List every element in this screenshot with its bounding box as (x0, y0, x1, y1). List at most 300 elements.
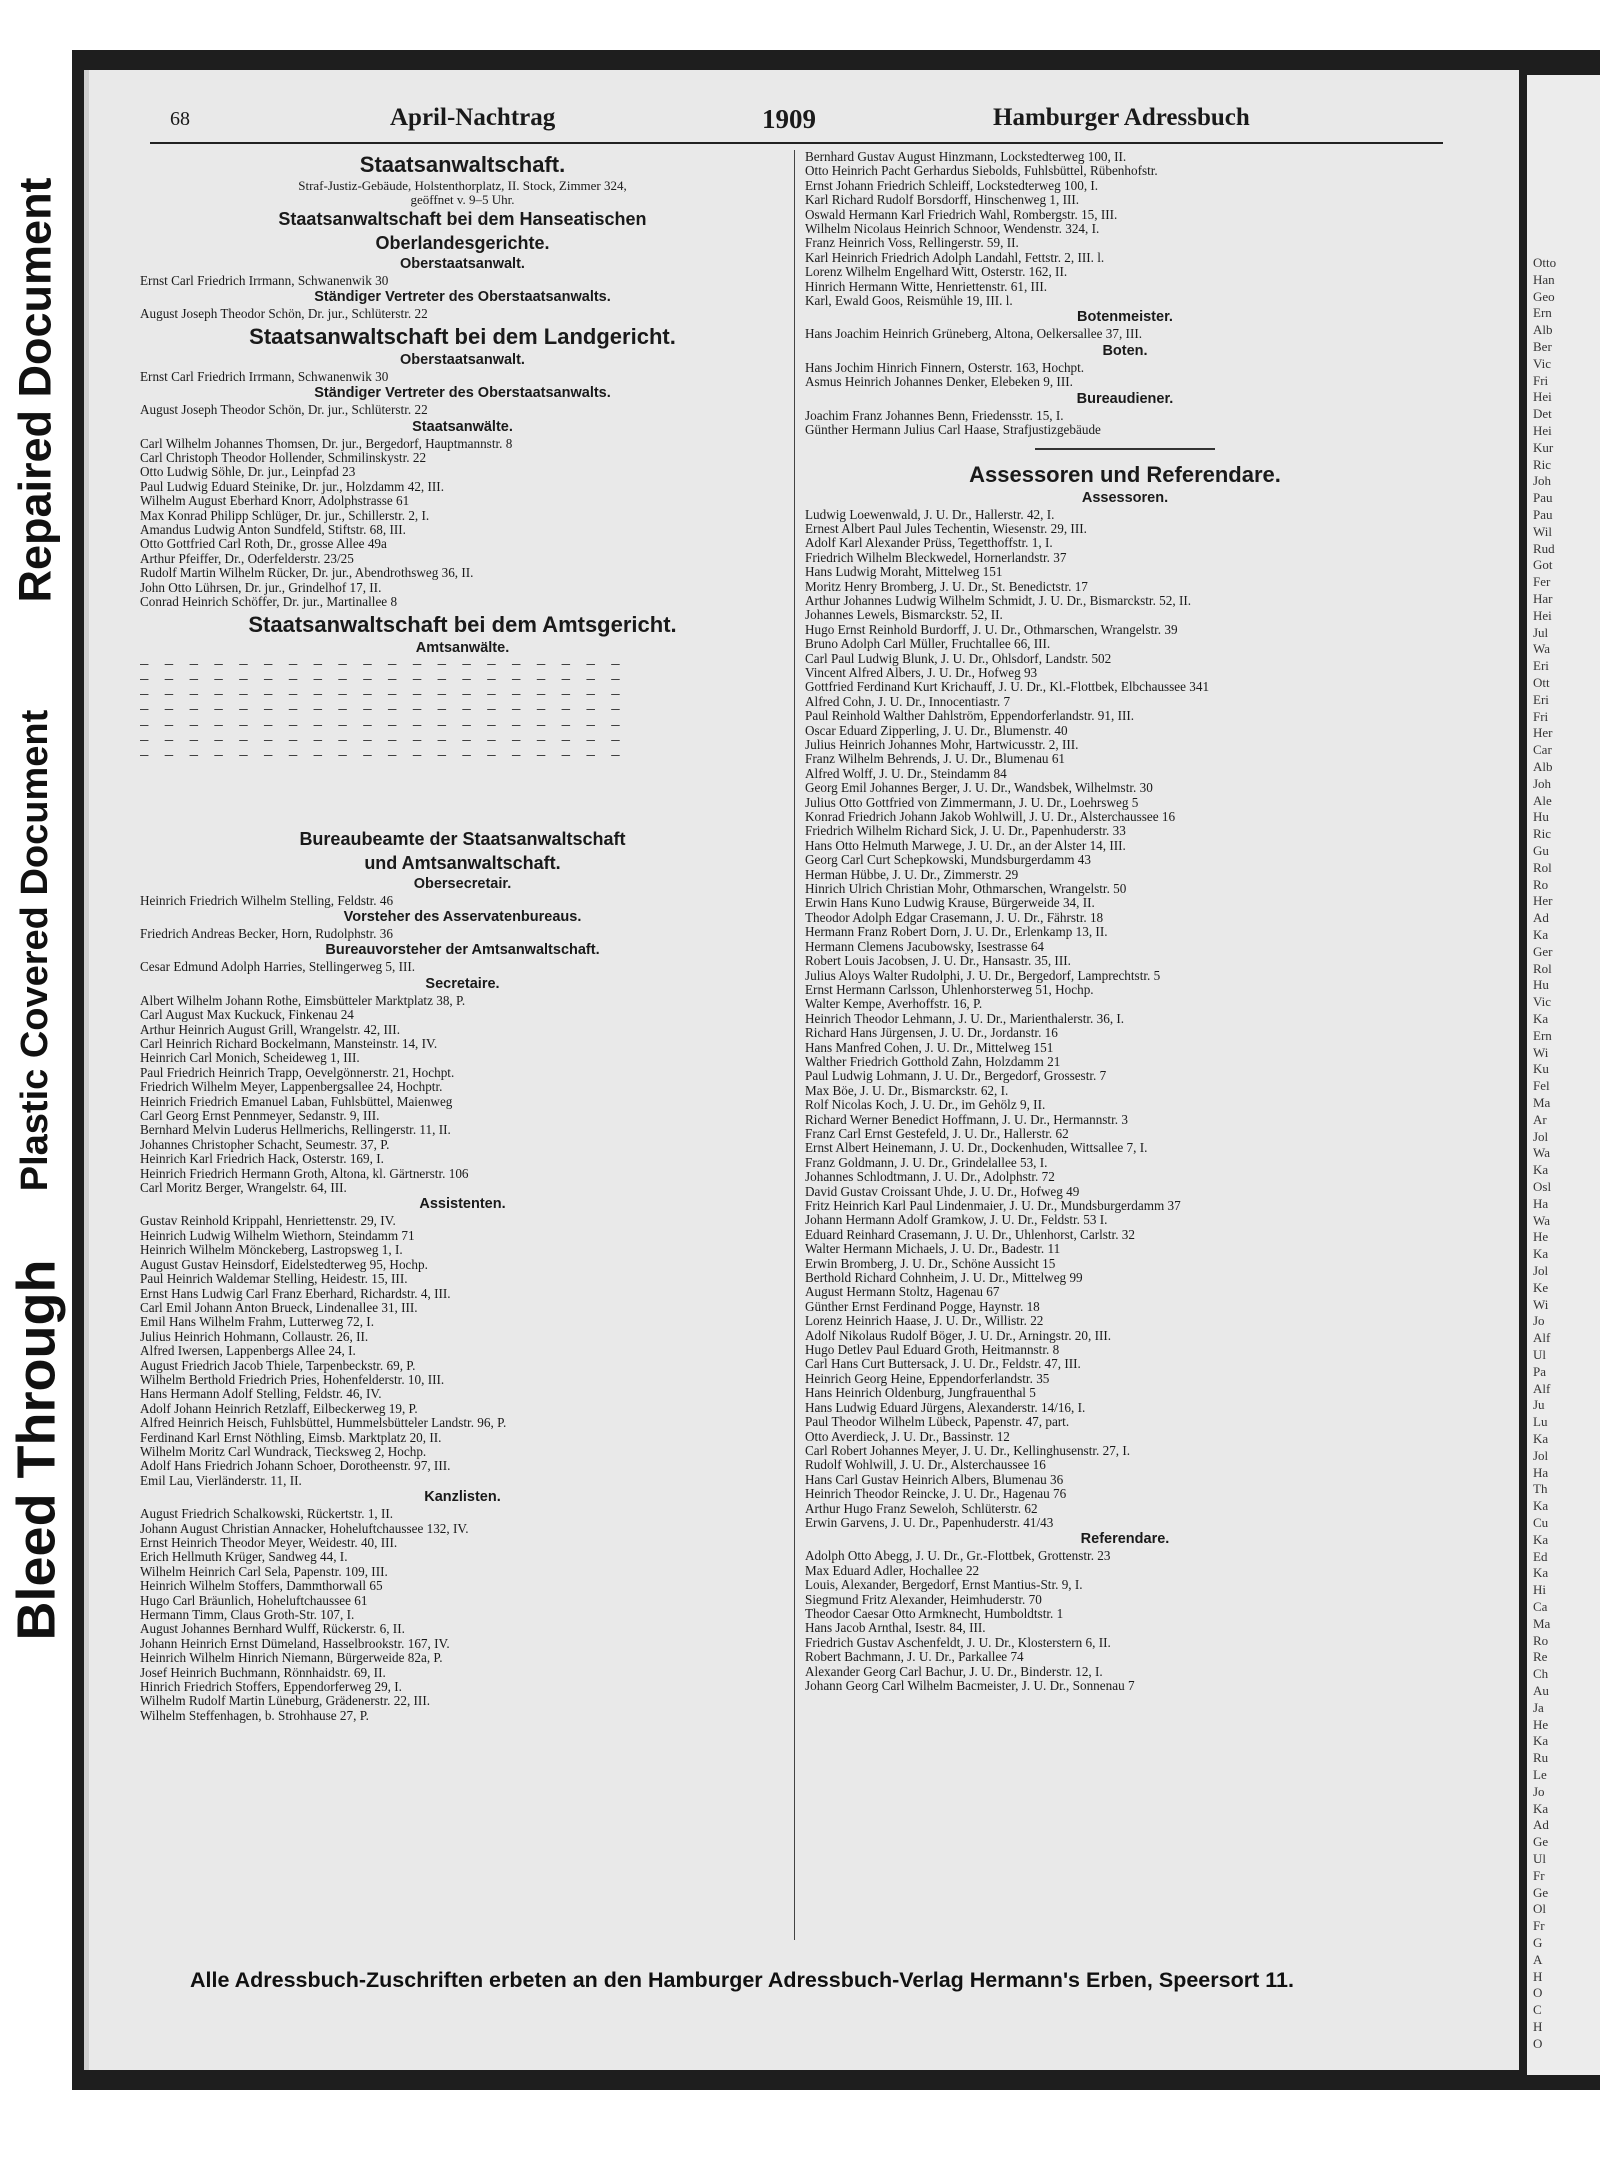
entry-line: Walter Hermann Michaels, J. U. Dr., Badestr. 11 (805, 1242, 1061, 1257)
entry-line: Hans Otto Helmuth Marwege, J. U. Dr., an der Alster 14, III. (805, 838, 1126, 853)
entry-line: Ferdinand Karl Ernst Nöthling, Eimsb. Marktplatz 20, II. (140, 1430, 442, 1445)
next-page-text-fragment: He (1533, 1716, 1549, 1732)
entry-line: Heinrich Wilhelm Stoffers, Dammthorwall 65 (140, 1579, 383, 1594)
entry-line: Louis, Alexander, Bergedorf, Ernst Mantius-Str. 9, I. (805, 1578, 1083, 1593)
section-rule (1035, 448, 1215, 450)
next-page-text-fragment: Wa (1533, 1212, 1550, 1228)
next-page-text-fragment: Car (1533, 742, 1552, 758)
entry-line: Hinrich Hermann Witte, Henriettenstr. 61, III. (805, 279, 1048, 294)
entry-line: Adolf Johann Heinrich Retzlaff, Eilbeckerweg 19, P. (140, 1401, 418, 1416)
annotation-sidebar (0, 0, 72, 2177)
next-page-text-fragment: Ge (1533, 1834, 1549, 1850)
label-repaired-document: Repaired Document (10, 177, 61, 603)
next-page-text-fragment: Hei (1533, 389, 1552, 405)
entry-line: August Joseph Theodor Schön, Dr. jur., Schlüterstr. 22 (140, 403, 428, 418)
next-page-text-fragment: Ro (1533, 876, 1549, 892)
subsection-heading: Referendare. (1080, 1531, 1170, 1548)
right-column (805, 150, 1445, 1693)
section-heading: Staatsanwaltschaft. (359, 152, 566, 177)
entry-line: Hans Joachim Heinrich Grüneberg, Altona, Oelkersallee 37, III. (805, 327, 1143, 342)
entry-line: Ernst Johann Friedrich Schleiff, Lockstedterweg 100, I. (805, 178, 1099, 193)
section-heading: Staatsanwaltschaft bei dem Landgericht. (249, 323, 676, 349)
next-page-text-fragment: Fri (1533, 708, 1549, 724)
next-page-text-fragment: Vic (1533, 355, 1551, 371)
entry-line: Heinrich Karl Friedrich Hack, Osterstr. 169, I. (140, 1152, 384, 1167)
entry-line: Gottfried Ferdinand Kurt Krichauff, J. U. Dr., Kl.-Flottbek, Elbchaussee 341 (805, 680, 1210, 695)
section-note: geöffnet v. 9–5 Uhr. (410, 192, 515, 207)
blank-entry-line: — — — — — — — — — — — — — — — — — — — — (140, 688, 624, 704)
entry-line: Konrad Friedrich Johann Jakob Wohlwill, J. U. Dr., Alsterchaussee 16 (805, 810, 1176, 825)
next-page-text-fragment: Pau (1533, 507, 1553, 522)
entry-line: Otto Ludwig Söhle, Dr. jur., Leinpfad 23 (140, 465, 356, 480)
next-page-text-fragment: Ka (1533, 1531, 1549, 1547)
section-note: Straf-Justiz-Gebäude, Holstenthorplatz, II. Stock, Zimmer 324, (298, 178, 627, 193)
next-page-text-fragment: Ad (1533, 910, 1549, 926)
entry-line: Hans Jochim Hinrich Finnern, Osterstr. 163, Hochpt. (805, 360, 1085, 375)
entry-line: Emil Lau, Vierländerstr. 11, II. (140, 1473, 302, 1488)
next-page-text-fragment: Ale (1533, 792, 1552, 808)
subsection-heading: Secretaire. (425, 975, 500, 992)
next-page-text-fragment: Rud (1533, 540, 1555, 556)
entry-line: August Hermann Stoltz, Hagenau 67 (805, 1285, 1000, 1300)
next-page-text-fragment: Ma (1533, 1095, 1551, 1110)
entry-line: Siegmund Fritz Alexander, Heimhuderstr. 70 (805, 1592, 1042, 1607)
next-page-text-fragment: Her (1533, 893, 1553, 909)
entry-line: Johannes Schlodtmann, J. U. Dr., Adolphstr. 72 (805, 1170, 1055, 1185)
left-column (140, 150, 785, 1723)
next-page-text-fragment: Hei (1533, 423, 1552, 438)
subsection-heading: Assistenten. (419, 1196, 506, 1213)
next-page-text-fragment: Hei (1533, 607, 1552, 623)
entry-line: Erich Hellmuth Krüger, Sandweg 44, I. (140, 1550, 348, 1565)
next-page-text-fragment: Rol (1533, 859, 1552, 875)
entry-line: Ernst Carl Friedrich Irrmann, Schwanenwik 30 (140, 274, 389, 288)
next-page-text-fragment: Ja (1533, 1699, 1544, 1715)
entry-line: Bernhard Gustav August Hinzmann, Lockstedterweg 100, II. (805, 150, 1127, 164)
next-page-text-fragment: Ge (1533, 1884, 1549, 1900)
next-page-text-fragment: Ad (1533, 1817, 1549, 1833)
next-page-text-fragment: Vic (1533, 994, 1551, 1010)
next-page-text-fragment: Ott (1533, 675, 1550, 690)
next-page-text-fragment: Ber (1533, 339, 1552, 354)
header-year: 1909 (762, 104, 816, 134)
subsection-heading: Boten. (1102, 342, 1148, 359)
entry-line: Adolf Nikolaus Rudolf Böger, J. U. Dr., Arningstr. 20, III. (805, 1328, 1112, 1343)
blank-entry-line: — — — — — — — — — — — — — — — — — — — — (140, 672, 624, 688)
entry-line: Max Eduard Adler, Hochallee 22 (805, 1563, 980, 1578)
entry-line: Carl Wilhelm Johannes Thomsen, Dr. jur., Bergedorf, Hauptmannstr. 8 (140, 436, 513, 451)
subsection-heading: Oberstaatsanwalt. (400, 351, 525, 368)
entry-line: Ludwig Loewenwald, J. U. Dr., Hallerstr. 42, I. (805, 507, 1055, 522)
entry-line: Otto Gottfried Carl Roth, Dr., grosse Allee 49a (140, 537, 387, 552)
next-page-text-fragment: Pau (1533, 490, 1553, 506)
entry-line: Georg Carl Curt Schepkowski, Mundsburgerdamm 43 (805, 853, 1091, 868)
entry-line: Paul Reinhold Walther Dahlström, Eppendorferlandstr. 91, III. (805, 709, 1135, 724)
entry-line: Eduard Reinhard Crasemann, J. U. Dr., Uhlenhorst, Carlstr. 32 (805, 1227, 1135, 1242)
entry-line: Carl Moritz Berger, Wrangelstr. 64, III. (140, 1181, 347, 1196)
next-page-text-fragment: Fel (1533, 1078, 1550, 1094)
entry-line: Johann Hermann Adolf Gramkow, J. U. Dr., Feldstr. 53 I. (805, 1213, 1108, 1228)
entry-line: Hinrich Friedrich Stoffers, Eppendorferweg 29, I. (140, 1680, 402, 1695)
next-page-text-fragment: Cu (1533, 1515, 1549, 1530)
next-page-text-fragment: Jol (1533, 1263, 1549, 1278)
subsection-heading: Staatsanwälte. (412, 418, 513, 435)
subsection-heading: Ständiger Vertreter des Oberstaatsanwalts. (314, 385, 611, 402)
entry-line: Heinrich Friedrich Hermann Groth, Altona, kl. Gärtnerstr. 106 (140, 1166, 469, 1181)
entry-line: Carl Heinrich Richard Bockelmann, Mansteinstr. 14, IV. (140, 1037, 438, 1052)
entry-line: Friedrich Wilhelm Meyer, Lappenbergsallee 24, Hochptr. (140, 1080, 443, 1095)
next-page-text-fragment: Lu (1533, 1414, 1548, 1430)
next-page-text-fragment: O (1533, 2035, 1543, 2051)
next-page-text-fragment: Hu (1533, 977, 1549, 993)
next-page-text-fragment: Geo (1533, 288, 1555, 304)
subsection-heading: Assessoren. (1081, 489, 1169, 506)
next-page-text-fragment: Ca (1533, 1599, 1548, 1614)
entry-line: Johannes Lewels, Bismarckstr. 52, II. (805, 608, 1003, 623)
next-page-text-fragment: Osl (1533, 1179, 1552, 1194)
next-page-text-fragment: H (1533, 2019, 1543, 2034)
label-bleed-through: Bleed Through (6, 1259, 67, 1641)
next-page-text-fragment: H (1533, 1968, 1543, 1984)
next-page-text-fragment: Jol (1533, 1447, 1549, 1463)
entry-line: Heinrich Theodor Lehmann, J. U. Dr., Marienthalerstr. 36, I. (805, 1011, 1125, 1026)
entry-line: Johannes Christopher Schacht, Seumestr. 37, P. (140, 1137, 390, 1152)
entry-line: Friedrich Andreas Becker, Horn, Rudolphstr. 36 (140, 926, 393, 941)
entry-line: Ernst Hermann Carlsson, Uhlenhorsterweg 51, Hochp. (805, 982, 1094, 997)
entry-line: Hans Ludwig Moraht, Mittelweg 151 (805, 565, 1003, 580)
next-page-text-fragment: Ern (1533, 1027, 1552, 1043)
section-heading: Assessoren und Referendare. (969, 461, 1281, 487)
next-page-text-fragment: Wa (1533, 1145, 1550, 1161)
entry-line: Franz Carl Ernst Gestefeld, J. U. Dr., Hallerstr. 62 (805, 1126, 1069, 1141)
entry-line: Franz Goldmann, J. U. Dr., Grindelallee 53, I. (805, 1155, 1048, 1170)
section-heading: Staatsanwaltschaft bei dem Hanseatischen (278, 209, 647, 229)
entry-line: Walter Kempe, Averhoffstr. 16, P. (805, 997, 983, 1012)
subsection-heading: Amtsanwälte. (415, 639, 510, 656)
footer-notice: Alle Adressbuch-Zuschriften erbeten an den Hamburger Adressbuch-Verlag Hermann's Erben, Speersort 11. (190, 1968, 1294, 1992)
entry-line: Robert Bachmann, J. U. Dr., Parkallee 74 (805, 1650, 1024, 1665)
entry-line: Hans Heinrich Oldenburg, Jungfrauenthal 5 (805, 1386, 1036, 1401)
entry-line: Adolf Hans Friedrich Johann Schoer, Dorotheenstr. 97, III. (140, 1459, 451, 1474)
entry-line: Vincent Alfred Albers, J. U. Dr., Hofweg 93 (805, 665, 1038, 680)
entry-line: Paul Heinrich Waldemar Stelling, Heidestr. 15, III. (140, 1272, 408, 1287)
entry-line: Ernst Hans Ludwig Carl Franz Eberhard, Richardstr. 4, III. (140, 1286, 451, 1301)
next-page-text-fragment: Jul (1533, 624, 1549, 640)
next-page-text-fragment: Alb (1533, 759, 1553, 774)
blank-entry-line: — — — — — — — — — — — — — — — — — — — — (140, 657, 624, 673)
entry-line: David Gustav Croissant Uhde, J. U. Dr., Hofweg 49 (805, 1184, 1080, 1199)
next-page-text-fragment: Ka (1533, 1800, 1549, 1816)
next-page-text-fragment: Jo (1533, 1313, 1545, 1329)
next-page-text-fragment: Hi (1533, 1582, 1546, 1598)
next-page-text-fragment: Fri (1533, 372, 1549, 388)
section-heading: und Amtsanwaltschaft. (364, 852, 561, 873)
next-page-text-fragment: Ric (1533, 826, 1552, 842)
entry-line: Wilhelm Steffenhagen, b. Strohhause 27, P. (140, 1708, 369, 1723)
column-divider (794, 150, 795, 1940)
entry-line: Bernhard Melvin Luderus Hellmerichs, Rellingerstr. 11, II. (140, 1123, 451, 1138)
entry-line: Carl August Max Kuckuck, Finkenau 24 (140, 1008, 354, 1023)
entry-line: Wilhelm August Eberhard Knorr, Adolphstrasse 61 (140, 494, 410, 509)
next-page-text-fragment: Jol (1533, 1128, 1549, 1144)
entry-line: Hugo Ernst Reinhold Burdorff, J. U. Dr., Othmarschen, Wrangelstr. 39 (805, 622, 1178, 637)
entry-line: Carl Robert Johannes Meyer, J. U. Dr., Kellinghusenstr. 27, I. (805, 1443, 1131, 1458)
entry-line: Wilhelm Rudolf Martin Lüneburg, Grädenerstr. 22, III. (140, 1694, 431, 1709)
entry-line: Wilhelm Nicolaus Heinrich Schnoor, Wendenstr. 324, I. (805, 222, 1100, 237)
entry-line: Julius Aloys Walter Rudolphi, J. U. Dr., Bergedorf, Lamprechtstr. 5 (805, 968, 1161, 983)
entry-line: Heinrich Georg Heine, Eppendorferlandstr. 35 (805, 1371, 1050, 1386)
next-page-text-fragment: Au (1533, 1683, 1549, 1698)
entry-line: Wilhelm Moritz Carl Wundrack, Tiecksweg 2, Hochp. (140, 1444, 427, 1459)
next-page-text-fragment: Ed (1533, 1548, 1548, 1564)
entry-line: Hermann Clemens Jacubowsky, Isestrasse 64 (805, 939, 1045, 954)
subsection-heading: Ständiger Vertreter des Oberstaatsanwalts. (314, 289, 611, 306)
entry-line: Arthur Heinrich August Grill, Wrangelstr. 42, III. (140, 1022, 400, 1037)
entry-line: Paul Ludwig Eduard Steinike, Dr. jur., Holzdamm 42, III. (140, 479, 444, 494)
entry-line: Alfred Cohn, J. U. Dr., Innocentiastr. 7 (805, 694, 1011, 709)
entry-line: Ernst Carl Friedrich Irrmann, Schwanenwik 30 (140, 369, 389, 384)
entry-line: Rudolf Wohlwill, J. U. Dr., Alsterchaussee 16 (805, 1458, 1046, 1473)
entry-line: Alfred Iwersen, Lappenbergs Allee 24, I. (140, 1344, 356, 1359)
entry-line: Max Konrad Philipp Schlüger, Dr. jur., Schillerstr. 2, I. (140, 508, 430, 523)
entry-line: Paul Friedrich Heinrich Trapp, Oevelgönnerstr. 21, Hochpt. (140, 1065, 455, 1080)
entry-line: Karl Heinrich Friedrich Adolph Landahl, Fettstr. 2, III. l. (805, 250, 1105, 265)
entry-line: Fritz Heinrich Karl Paul Lindenmaier, J. U. Dr., Mundsburgerdamm 37 (805, 1199, 1181, 1213)
next-page-text-fragment: Otto (1533, 255, 1557, 270)
entry-line: Carl Georg Ernst Pennmeyer, Sedanstr. 9, III. (140, 1109, 380, 1124)
next-page-text-fragment: Ro (1533, 1632, 1549, 1648)
entry-line: Günther Ernst Ferdinand Pogge, Haynstr. 18 (805, 1299, 1040, 1314)
entry-line: August Johannes Bernhard Wulff, Rückerstr. 6, II. (140, 1622, 405, 1637)
entry-line: Hans Carl Gustav Heinrich Albers, Blumenau 36 (805, 1472, 1064, 1487)
entry-line: Richard Werner Benedict Hoffmann, J. U. Dr., Hermannstr. 3 (805, 1112, 1128, 1127)
next-page-text-fragment: Got (1533, 557, 1553, 573)
page-number: 68 (170, 108, 190, 130)
entry-line: Heinrich Wilhelm Hinrich Niemann, Bürgerweide 82a, P. (140, 1651, 443, 1666)
entry-line: Karl, Ewald Goos, Reismühle 19, III. l. (805, 294, 1013, 309)
entry-line: Friedrich Gustav Aschenfeldt, J. U. Dr., Klosterstern 6, II. (805, 1635, 1111, 1650)
next-page-text-fragment: Ul (1533, 1851, 1546, 1866)
blank-entry-line: — — — — — — — — — — — — — — — — — — — — (140, 703, 624, 719)
next-page-text-fragment: Ol (1533, 1901, 1546, 1917)
next-page-text-fragment: Fr (1533, 1918, 1545, 1934)
next-page-text-fragment: Ha (1533, 1464, 1549, 1480)
entry-line: August Joseph Theodor Schön, Dr. jur., Schlüterstr. 22 (140, 307, 428, 322)
entry-line: Carl Christoph Theodor Hollender, Schmilinskystr. 22 (140, 451, 427, 466)
entry-line: Carl Emil Johann Anton Brueck, Lindenallee 31, III. (140, 1300, 418, 1315)
entry-line: Hugo Detlev Paul Eduard Groth, Heitmannstr. 8 (805, 1343, 1060, 1358)
entry-line: Richard Hans Jürgensen, J. U. Dr., Jordanstr. 16 (805, 1026, 1058, 1041)
next-page-text-fragment: Alb (1533, 322, 1553, 338)
entry-line: Johann Georg Carl Wilhelm Bacmeister, J. U. Dr., Sonnenau 7 (805, 1679, 1135, 1693)
header-rule (150, 142, 1443, 144)
entry-line: Erwin Hans Kuno Ludwig Krause, Bürgerweide 34, II. (805, 896, 1095, 911)
next-page-text-fragment: Wi (1533, 1296, 1549, 1312)
next-page-text-fragment: Joh (1533, 473, 1552, 489)
next-page-text-fragment: A (1533, 1951, 1543, 1967)
entry-line: Alexander Georg Carl Bachur, J. U. Dr., Binderstr. 12, I. (805, 1664, 1103, 1679)
entry-line: Julius Otto Gottfried von Zimmermann, J. U. Dr., Loehrsweg 5 (805, 795, 1139, 810)
next-page-text-fragment: Ka (1533, 1498, 1549, 1514)
entry-line: Adolf Karl Alexander Prüss, Tegetthoffstr. 1, I. (805, 536, 1053, 551)
next-page-text-fragment: Fr (1533, 1867, 1545, 1883)
entry-line: Oswald Hermann Karl Friedrich Wahl, Rombergstr. 15, III. (805, 207, 1118, 222)
entry-line: Hermann Timm, Claus Groth-Str. 107, I. (140, 1608, 355, 1623)
next-page-text-fragment: Ern (1533, 305, 1552, 321)
entry-line: Heinrich Carl Monich, Scheideweg 1, III. (140, 1051, 360, 1066)
spacer (140, 765, 785, 827)
entry-line: Amandus Ludwig Anton Sundfeld, Stiftstr. 68, III. (140, 523, 406, 538)
entry-line: Erwin Bromberg, J. U. Dr., Schöne Aussicht 15 (805, 1256, 1056, 1271)
next-page-text-fragment: C (1533, 2002, 1542, 2018)
entry-line: Paul Ludwig Lohmann, J. U. Dr., Bergedorf, Grossestr. 7 (805, 1069, 1107, 1084)
entry-line: John Otto Lührsen, Dr. jur., Grindelhof 17, II. (140, 580, 382, 595)
entry-line: Theodor Caesar Otto Armknecht, Humboldtstr. 1 (805, 1606, 1064, 1621)
entry-line: Berthold Richard Cohnheim, J. U. Dr., Mittelweg 99 (805, 1271, 1083, 1286)
entry-line: Asmus Heinrich Johannes Denker, Elebeken 9, III. (805, 375, 1073, 390)
next-page-text-fragment: Gu (1533, 843, 1549, 858)
entry-line: Franz Heinrich Voss, Rellingerstr. 59, II. (805, 236, 1019, 251)
entry-line: Heinrich Wilhelm Mönckeberg, Lastropsweg 1, I. (140, 1243, 403, 1258)
subsection-heading: Bureaudiener. (1076, 390, 1174, 407)
next-page-text-fragment: Wi (1533, 1044, 1549, 1060)
blank-entry-line: — — — — — — — — — — — — — — — — — — — — (140, 749, 624, 765)
next-page-text-fragment: Ka (1533, 1162, 1549, 1178)
entry-line: Oscar Eduard Zipperling, J. U. Dr., Blumenstr. 40 (805, 723, 1068, 738)
next-page-text-fragment: Ka (1533, 1733, 1549, 1749)
entry-line: Max Böe, J. U. Dr., Bismarckstr. 62, I. (805, 1083, 1009, 1098)
blank-entry-line: — — — — — — — — — — — — — — — — — — — — (140, 733, 624, 749)
entry-line: Gustav Reinhold Krippahl, Henriettenstr. 29, IV. (140, 1214, 396, 1229)
blank-entry-line: — — — — — — — — — — — — — — — — — — — — (140, 718, 624, 734)
next-page-text-fragment: Ul (1533, 1347, 1546, 1362)
subsection-heading: Obersecretair. (413, 875, 512, 892)
section-heading: Bureaubeamte der Staatsanwaltschaft (299, 828, 626, 849)
next-page-text-fragment: Le (1533, 1767, 1547, 1782)
entry-line: Hans Hermann Adolf Stelling, Feldstr. 46, IV. (140, 1387, 382, 1402)
entry-line: Conrad Heinrich Schöffer, Dr. jur., Martinallee 8 (140, 595, 398, 610)
entry-line: Ernst Albert Heinemann, J. U. Dr., Dockenhuden, Wittsallee 7, I. (805, 1141, 1148, 1156)
entry-line: August Friedrich Jacob Thiele, Tarpenbeckstr. 69, P. (140, 1358, 416, 1373)
next-page-text-fragment: Ka (1533, 927, 1549, 942)
entry-line: Heinrich Theodor Reincke, J. U. Dr., Hagenau 76 (805, 1487, 1067, 1502)
entry-line: Lorenz Wilhelm Engelhard Witt, Osterstr. 162, II. (805, 265, 1068, 280)
entry-line: Emil Hans Wilhelm Frahm, Lutterweg 72, I. (140, 1315, 374, 1330)
next-page-text-fragment: Th (1533, 1481, 1548, 1497)
entry-line: Wilhelm Heinrich Carl Sela, Papenstr. 109, III. (140, 1564, 388, 1579)
next-page-text-fragment: Wil (1533, 523, 1552, 539)
next-page-text-fragment: Ger (1533, 943, 1553, 959)
entry-line: Friedrich Wilhelm Richard Sick, J. U. Dr., Papenhuderstr. 33 (805, 824, 1126, 839)
entry-line: Albert Wilhelm Johann Rothe, Eimsbütteler Marktplatz 38, P. (140, 993, 466, 1008)
next-page-text-fragment: Fer (1533, 574, 1551, 590)
next-page-text-fragment: Ka (1533, 1011, 1549, 1026)
entry-line: Heinrich Friedrich Emanuel Laban, Fuhlsbüttel, Maienweg (140, 1094, 453, 1109)
next-page-text-fragment: Joh (1533, 775, 1552, 791)
next-page-text-fragment: Jo (1533, 1783, 1545, 1799)
section-heading: Oberlandesgerichte. (375, 233, 550, 253)
entry-line: Josef Heinrich Buchmann, Rönnhaidstr. 69, II. (140, 1665, 386, 1680)
entry-line: August Gustav Heinsdorf, Eidelstedterweg 95, Hochp. (140, 1257, 428, 1272)
entry-line: Hugo Carl Bräunlich, Hoheluftchaussee 61 (140, 1593, 368, 1608)
entry-line: Julius Heinrich Johannes Mohr, Hartwicusstr. 2, III. (805, 738, 1079, 752)
entry-line: Paul Theodor Wilhelm Lübeck, Papenstr. 47, part. (805, 1415, 1070, 1430)
entry-line: Cesar Edmund Adolph Harries, Stellingerweg 5, III. (140, 960, 416, 975)
entry-line: Karl Richard Rudolf Borsdorff, Hinschenweg 1, III. (805, 193, 1080, 208)
entry-line: Johann Heinrich Ernst Dümeland, Hasselbrookstr. 167, IV. (140, 1636, 450, 1651)
next-page-text-fragment: Pa (1533, 1363, 1546, 1379)
entry-line: Carl Paul Ludwig Blunk, J. U. Dr., Ohlsdorf, Landstr. 502 (805, 651, 1112, 666)
next-page-text-fragment: Ar (1533, 1111, 1547, 1127)
next-page-edge (1527, 75, 1600, 2075)
entry-line: Günther Hermann Julius Carl Haase, Strafjustizgebäude (805, 423, 1101, 438)
next-page-text-fragment: Eri (1533, 658, 1549, 674)
entry-line: Carl Hans Curt Buttersack, J. U. Dr., Feldstr. 47, III. (805, 1357, 1081, 1372)
entry-line: Heinrich Friedrich Wilhelm Stelling, Feldstr. 46 (140, 893, 394, 908)
entry-line: Hinrich Ulrich Christian Mohr, Othmarschen, Wrangelstr. 50 (805, 882, 1127, 897)
next-page-text-fragment: Hu (1533, 809, 1549, 825)
next-page-text-fragment: Eri (1533, 691, 1549, 707)
next-page-text-fragment: Ric (1533, 456, 1552, 472)
entry-line: Otto Heinrich Pacht Gerhardus Siebolds, Fuhlsbüttel, Rübenhofstr. (805, 164, 1158, 179)
entry-line: Herman Hübbe, J. U. Dr., Zimmerstr. 29 (805, 867, 1019, 882)
entry-line: Friedrich Wilhelm Bleckwedel, Hornerlandstr. 37 (805, 550, 1067, 565)
next-page-text-fragment: Ku (1533, 1061, 1549, 1077)
entry-line: Rudolf Martin Wilhelm Rücker, Dr. jur., Abendrothsweg 36, II. (140, 566, 474, 581)
header-left-title: April-Nachtrag (390, 104, 556, 131)
next-page-text-fragment: Ka (1533, 1246, 1549, 1262)
next-page-text-fragment: G (1533, 1935, 1543, 1950)
entry-line: Lorenz Heinrich Haase, J. U. Dr., Willistr. 22 (805, 1314, 1044, 1329)
entry-line: Hans Ludwig Eduard Jürgens, Alexanderstr. 14/16, I. (805, 1400, 1086, 1415)
entry-line: Hans Jacob Arnthal, Isestr. 84, III. (805, 1621, 986, 1636)
header-right-title: Hamburger Adressbuch (993, 104, 1250, 131)
entry-line: Wilhelm Berthold Friedrich Pries, Hohenfelderstr. 10, III. (140, 1372, 445, 1387)
next-page-text-fragment: Ha (1533, 1195, 1549, 1211)
entry-line: Heinrich Ludwig Wilhelm Wiethorn, Steindamm 71 (140, 1228, 415, 1243)
next-page-text-fragment: Ke (1533, 1279, 1549, 1295)
entry-line: Robert Louis Jacobsen, J. U. Dr., Hansastr. 35, III. (805, 954, 1071, 969)
next-page-text-fragment: Det (1533, 406, 1552, 422)
entry-line: Franz Wilhelm Behrends, J. U. Dr., Blumenau 61 (805, 752, 1066, 767)
entry-line: Bruno Adolph Carl Müller, Fruchtallee 66, III. (805, 637, 1051, 652)
next-page-text-fragment: Alf (1533, 1380, 1551, 1396)
entry-line: Arthur Pfeiffer, Dr., Oderfelderstr. 23/25 (140, 551, 354, 566)
next-page-text-fragment: Han (1533, 271, 1555, 287)
entry-line: Ernst Heinrich Theodor Meyer, Weidestr. 40, III. (140, 1536, 398, 1551)
subsection-heading: Kanzlisten. (424, 1489, 501, 1506)
entry-line: Alfred Heinrich Heisch, Fuhlsbüttel, Hummelsbütteler Landstr. 96, P. (140, 1416, 507, 1431)
next-page-text-fragment: Har (1533, 591, 1553, 606)
entry-line: August Friedrich Schalkowski, Rückertstr. 1, II. (140, 1507, 394, 1522)
next-page-text-fragment: Ch (1533, 1666, 1549, 1682)
next-page-text-fragment: Ju (1533, 1397, 1545, 1413)
entry-line: Erwin Garvens, J. U. Dr., Papenhuderstr. 41/43 (805, 1515, 1054, 1530)
entry-line: Arthur Johannes Ludwig Wilhelm Schmidt, J. U. Dr., Bismarckstr. 52, II. (805, 593, 1192, 608)
entry-line: Rolf Nicolas Koch, J. U. Dr., im Gehölz 9, II. (805, 1098, 1046, 1113)
next-page-text-fragment: Ru (1533, 1750, 1549, 1766)
section-heading: Staatsanwaltschaft bei dem Amtsgericht. (248, 611, 677, 637)
next-page-text-fragment: Wa (1533, 641, 1550, 657)
entry-line: Walther Friedrich Gotthold Zahn, Holzdamm 21 (805, 1054, 1061, 1069)
next-page-text-fragment: Kur (1533, 439, 1554, 455)
entry-line: Adolph Otto Abegg, J. U. Dr., Gr.-Flottbek, Grottenstr. 23 (805, 1549, 1111, 1564)
next-page-text-fragment: O (1533, 1985, 1543, 2001)
subsection-heading: Vorsteher des Asservatenbureaus. (343, 908, 582, 925)
subsection-heading: Botenmeister. (1077, 309, 1173, 326)
entry-line: Arthur Hugo Franz Seweloh, Schlüterstr. 62 (805, 1501, 1038, 1516)
next-page-text-fragment: Rol (1533, 960, 1552, 976)
